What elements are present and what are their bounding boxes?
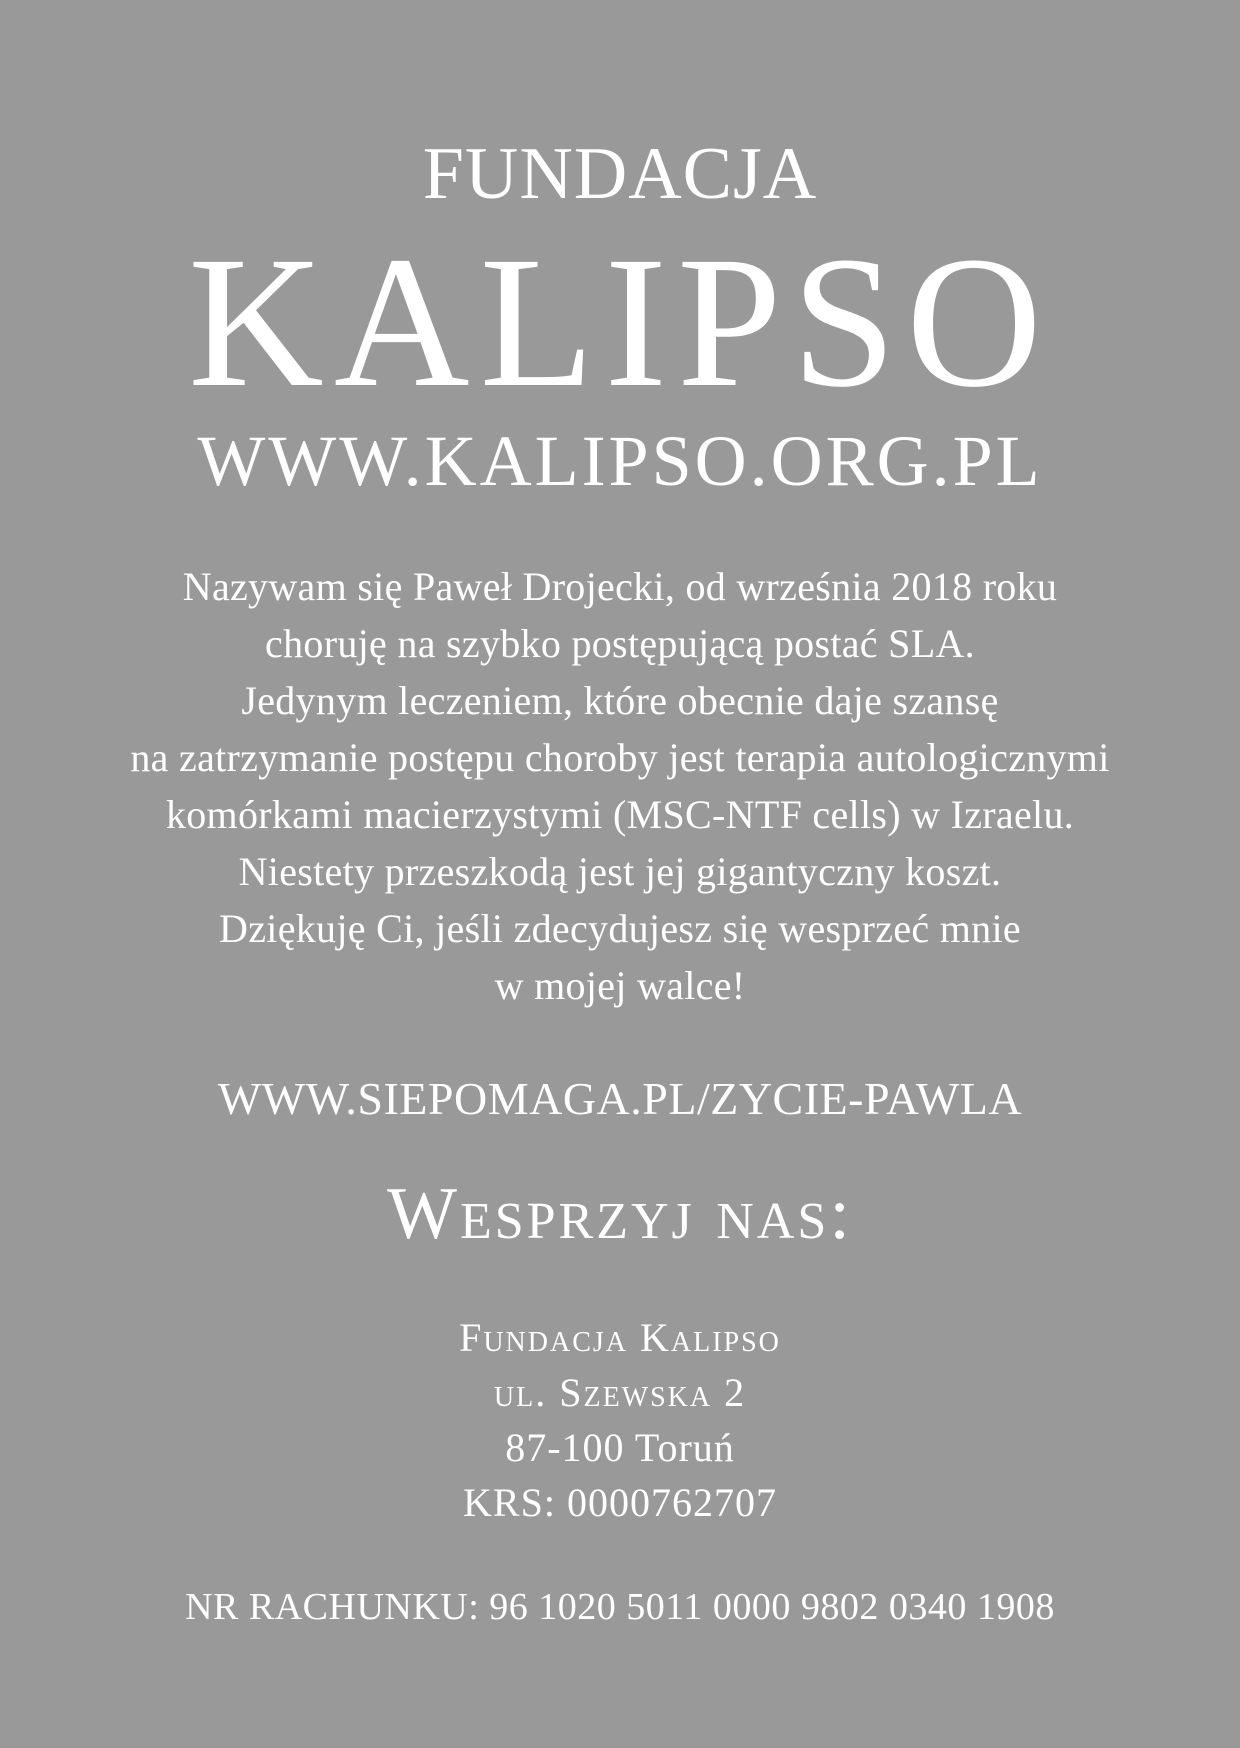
story-line: komórkami macierzystymi (MSC-NTF cells) w Izraelu. bbox=[165, 792, 1075, 837]
story-line: Niestety przeszkodą jest jej gigantyczny koszt. bbox=[238, 849, 1002, 894]
support-heading: Wesprzyj nas: bbox=[387, 1173, 853, 1255]
org-line: FUNDACJA bbox=[422, 133, 818, 215]
story-line: na zatrzymanie postępu choroby jest terapia autologicznymi bbox=[130, 735, 1110, 780]
address-street: ul. Szewska 2 bbox=[493, 1370, 747, 1415]
story-line: choruję na szybko postępującą postać SLA. bbox=[265, 621, 975, 666]
org-website: WWW.KALIPSO.ORG.PL bbox=[197, 421, 1043, 501]
address-block bbox=[0, 1310, 1240, 1530]
address-krs: KRS: 0000762707 bbox=[463, 1480, 777, 1525]
fundraiser-url: WWW.SIEPOMAGA.PL/ZYCIE-PAWLA bbox=[217, 1073, 1023, 1124]
address-city: 87-100 Toruń bbox=[505, 1425, 735, 1470]
story-line: Nazywam się Paweł Drojecki, od września 2018 roku bbox=[182, 564, 1058, 609]
address-name: Fundacja Kalipso bbox=[459, 1315, 781, 1360]
story-text bbox=[0, 558, 1240, 1014]
org-name: KALIPSO bbox=[188, 217, 1052, 426]
story-line: Dziękuję Ci, jeśli zdecydujesz się wesprzeć mnie bbox=[219, 906, 1021, 951]
story-line: Jedynym leczeniem, które obecnie daje szansę bbox=[241, 678, 999, 723]
story-line: w mojej walce! bbox=[494, 963, 746, 1008]
bank-account: NR RACHUNKU: 96 1020 5011 0000 9802 0340 1908 bbox=[185, 1586, 1055, 1628]
